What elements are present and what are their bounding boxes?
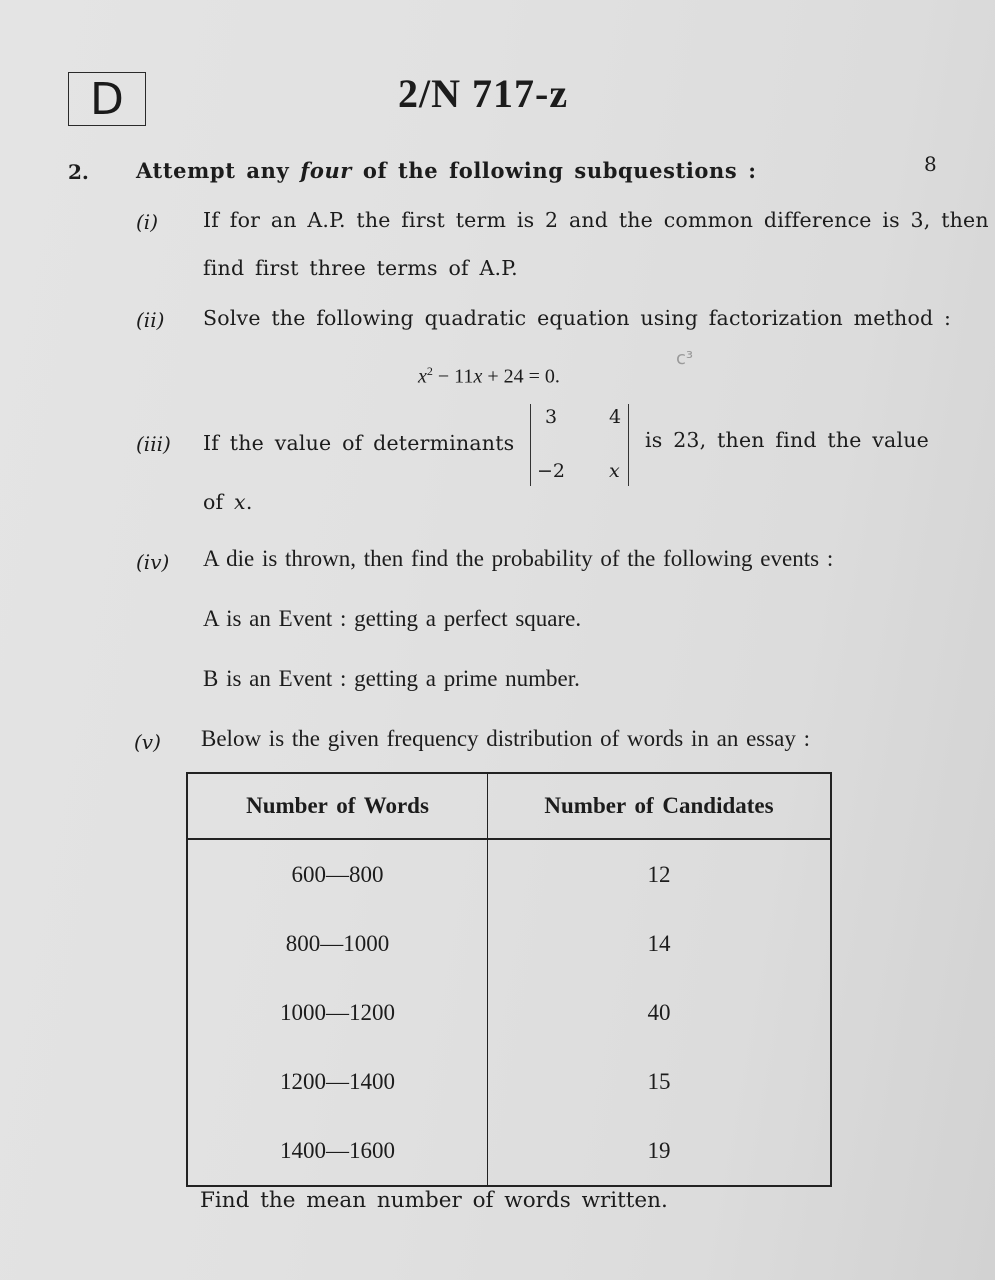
words-range: 600—800 [187,839,488,909]
subquestion-iv-line-1: A die is thrown, then find the probability of the following events : [203,546,834,571]
subquestion-ii-line-1: Solve the following quadratic equation using factorization method : [203,306,952,330]
frequency-table [186,772,832,1187]
question-marks: 8 [924,152,937,176]
line2-var: x [234,490,246,514]
set-code: D [90,73,124,125]
candidates-count: 40 [647,999,671,1025]
table-row [187,839,831,909]
table-row [187,978,831,1047]
candidates-count: 14 [647,930,671,956]
words-range: 1000—1200 [187,978,488,1047]
subquestion-v-line-1: Below is the given frequency distribution of words in an essay : [201,726,811,751]
eq-var: x [418,365,427,388]
words-range: 1200—1400 [187,1047,488,1116]
eq-var-2: x [473,365,483,388]
det-a11: 3 [545,406,558,428]
table-row [187,1116,831,1186]
words-range: 1400—1600 [187,1116,488,1186]
det-a12: 4 [609,406,622,428]
eq-exponent: 2 [426,364,433,378]
table-row [187,909,831,978]
determinant-matrix [530,404,629,486]
subquestion-label-v: (v) [134,730,161,754]
header-number-of-candidates: Number of Candidates [488,773,832,839]
candidates-count: 15 [647,1068,671,1094]
subquestion-v-footer: Find the mean number of words written. [200,1188,668,1213]
table-header-row [187,773,831,839]
paper-code: 2/N 717-z [398,71,569,116]
subquestion-label-i: (i) [136,210,159,234]
subquestion-label-iii: (iii) [136,432,171,456]
table-row [187,1047,831,1116]
line2-pre: of [203,490,235,514]
subquestion-i-line-2: find first three terms of A.P. [203,256,518,280]
question-instruction [136,158,757,183]
subquestion-iii-text-before: If the value of determinants [203,431,515,455]
pencil-annotation: c³ [676,348,694,369]
question-number: 2. [68,160,89,184]
instruction-pre: Attempt any [136,158,301,183]
subquestion-label-ii: (ii) [136,308,165,332]
set-code-box [68,72,146,126]
subquestion-label-iv: (iv) [136,550,170,574]
event-b: B is an Event : getting a prime number. [203,666,580,691]
subquestion-i-line-1: If for an A.P. the first term is 2 and the common difference is 3, then [203,208,989,232]
det-a21: −2 [537,460,566,482]
quadratic-equation [418,364,560,389]
instruction-emphasis: four [300,158,352,183]
instruction-post: of the following subquestions : [351,158,757,183]
eq-rest-pre: − 11 [432,365,474,388]
subquestion-iii-line-2 [203,490,253,514]
subquestion-iii-text-after: is 23, then find the value [645,428,929,452]
candidates-count: 19 [647,1137,671,1163]
candidates-count: 12 [647,861,671,887]
words-range: 800—1000 [187,909,488,978]
event-a: A is an Event : getting a perfect square. [203,606,582,631]
line2-post: . [245,490,253,514]
det-a22: x [609,460,620,482]
eq-rest-post: + 24 = 0. [482,365,560,388]
header-number-of-words: Number of Words [187,773,488,839]
